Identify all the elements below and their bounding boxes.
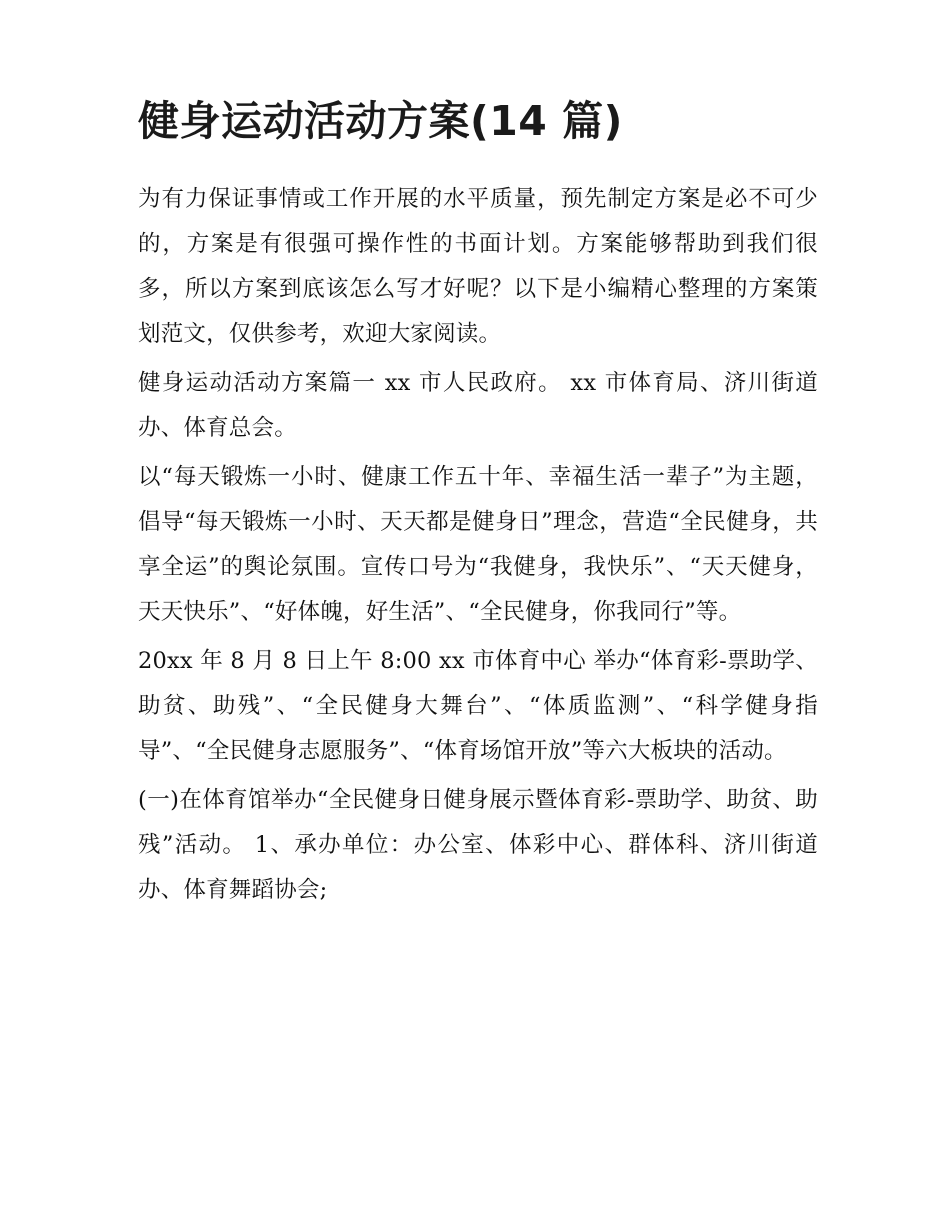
paragraph: 为有力保证事情或工作开展的水平质量，预先制定方案是必不可少的，方案是有很强可操作性的书面计划。方案能够帮助到我们很多，所以方案到底该怎么写才好呢？以下是小编精心整理的方案策划范文，仅供参考，欢迎大家阅读。	[138, 186, 818, 348]
paragraph: (一)在体育馆举办“全民健身日健身展示暨体育彩-票助学、助贫、助残”活动。 1、承办单位：办公室、体彩中心、群体科、济川街道办、体育舞蹈协会;	[138, 787, 818, 904]
page-title: 健身运动活动方案(14 篇)	[138, 97, 623, 145]
paragraph: 健身运动活动方案篇一 xx 市人民政府。 xx 市体育局、济川街道办、体育总会。	[138, 370, 818, 442]
document-content	[138, 96, 818, 917]
paragraph: 20xx 年 8 月 8 日上午 8:00 xx 市体育中心 举办“体育彩-票助学、助贫、助残”、“全民健身大舞台”、“体质监测”、“科学健身指导”、“全民健身志愿服务”、“体育场馆开放”等六大板块的活动。	[138, 648, 818, 765]
paragraph: 以“每天锻炼一小时、健康工作五十年、幸福生活一辈子”为主题，倡导“每天锻炼一小时、天天都是健身日”理念，营造“全民健身，共享全运”的舆论氛围。宣传口号为“我健身，我快乐”、“天天健身，天天快乐”、“好体魄，好生活”、“全民健身，你我同行”等。	[138, 464, 818, 626]
